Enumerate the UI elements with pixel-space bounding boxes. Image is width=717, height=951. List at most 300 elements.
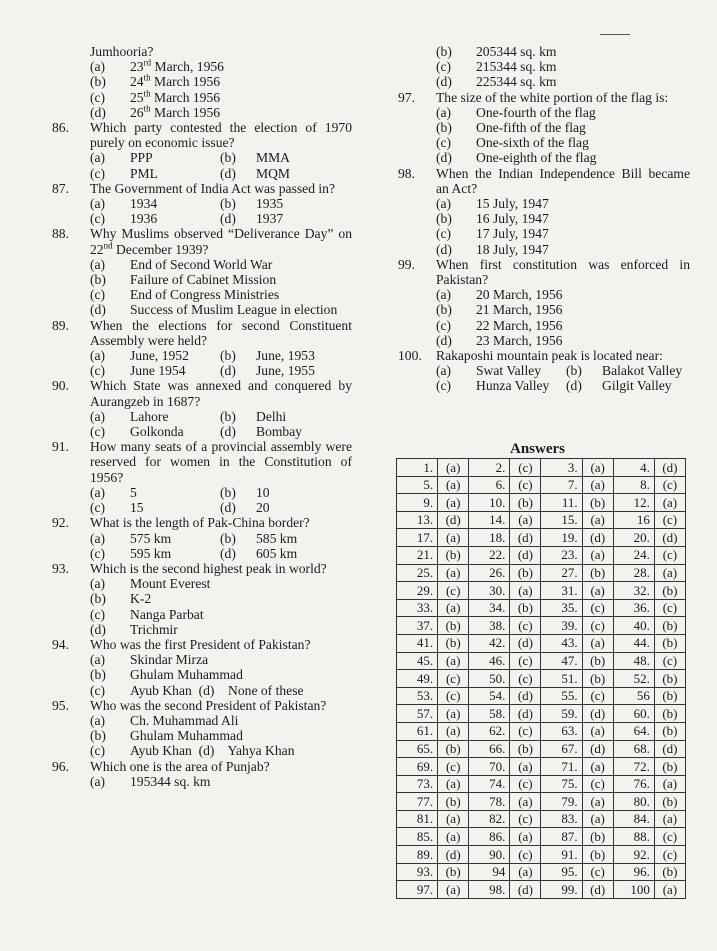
- question-number: 95.: [52, 697, 69, 713]
- answer-question-number: 90.: [469, 846, 510, 864]
- option-text: 23rd March, 1956: [130, 57, 224, 75]
- option-pair-row: [52, 424, 352, 439]
- answer-row: [397, 494, 686, 512]
- answer-option: (b): [654, 758, 685, 776]
- question-row: [52, 378, 352, 408]
- answer-option: (d): [582, 529, 613, 547]
- answer-option: (b): [654, 617, 685, 635]
- option-text: 605 km: [256, 545, 298, 561]
- answer-question-number: 45.: [397, 652, 438, 670]
- answer-option: (b): [510, 564, 541, 582]
- option-text: 15: [130, 500, 144, 516]
- answer-question-number: 75.: [541, 775, 582, 793]
- question-row: [52, 561, 352, 576]
- option-letter: (a): [90, 484, 106, 500]
- option-row: [52, 74, 352, 89]
- question-block: [52, 698, 352, 759]
- option-text: PPP: [130, 150, 153, 166]
- question-block: [52, 515, 352, 561]
- answer-question-number: 8.: [613, 476, 654, 494]
- answer-option: (d): [510, 634, 541, 652]
- option-text: June 1954: [130, 363, 186, 379]
- option-pair-row: [52, 211, 352, 226]
- option-letter: (a): [90, 348, 106, 364]
- option-letter: (b): [220, 150, 236, 166]
- answer-option: (c): [438, 670, 469, 688]
- answer-row: [397, 793, 686, 811]
- answer-option: (d): [438, 511, 469, 529]
- answer-row: [397, 529, 686, 547]
- question-block: [52, 181, 352, 227]
- option-text: 585 km: [256, 530, 298, 546]
- question-row: [52, 698, 352, 713]
- answer-option: (c): [510, 722, 541, 740]
- option-letter: (b): [90, 74, 106, 90]
- question-text: Rakaposhi mountain peak is located near:: [436, 348, 663, 364]
- answer-option: (d): [510, 881, 541, 899]
- answer-question-number: 15.: [541, 511, 582, 529]
- answer-option: (c): [582, 775, 613, 793]
- option-letter: (c): [90, 211, 106, 227]
- option-pair-row: [52, 485, 352, 500]
- question-text: Which one is the area of Punjab?: [90, 758, 270, 774]
- answer-question-number: 46.: [469, 652, 510, 670]
- option-letter: (c): [90, 500, 106, 516]
- question-row: [398, 166, 690, 196]
- answer-option: (a): [438, 599, 469, 617]
- answer-option: (b): [582, 670, 613, 688]
- option-letter: (c): [436, 226, 452, 242]
- option-letter: (a): [90, 576, 106, 592]
- answer-option: (c): [438, 758, 469, 776]
- question-block: [52, 637, 352, 698]
- question-block: [398, 44, 690, 90]
- option-pair-row: [52, 500, 352, 515]
- option-text: 23 March, 1956: [476, 332, 563, 348]
- answer-option: (c): [654, 546, 685, 564]
- answer-row: [397, 670, 686, 688]
- option-text: Golkonda: [130, 424, 184, 440]
- option-letter: (d): [220, 211, 236, 227]
- answer-option: (a): [438, 476, 469, 494]
- option-text: Balakot Valley: [602, 363, 683, 379]
- answer-option: (b): [582, 828, 613, 846]
- question-number: 100.: [398, 348, 422, 364]
- question-text: Which party contested the election of 1970 purely on economic issue?: [90, 120, 352, 151]
- answers-table: [396, 458, 686, 899]
- question-number: 92.: [52, 515, 69, 531]
- answer-question-number: 10.: [469, 494, 510, 512]
- question-text: Who was the first President of Pakistan?: [90, 636, 311, 652]
- answer-row: [397, 617, 686, 635]
- answer-option: (a): [510, 828, 541, 846]
- option-letter: (d): [436, 241, 452, 257]
- answer-option: (c): [510, 617, 541, 635]
- answer-row: [397, 722, 686, 740]
- answer-option: (b): [510, 740, 541, 758]
- answer-question-number: 95.: [541, 863, 582, 881]
- question-row: [398, 348, 690, 363]
- answer-option: (d): [582, 740, 613, 758]
- answer-question-number: 60.: [613, 705, 654, 723]
- answer-option: (b): [654, 705, 685, 723]
- answer-question-number: 3.: [541, 459, 582, 477]
- option-letter: (b): [566, 363, 582, 379]
- answer-question-number: 54.: [469, 687, 510, 705]
- question-text: When the elections for second Constituent Assembly were held?: [90, 317, 352, 348]
- answer-question-number: 43.: [541, 634, 582, 652]
- answer-option: (a): [582, 634, 613, 652]
- option-letter: (d): [220, 165, 236, 181]
- option-letter: (c): [90, 363, 106, 379]
- question-block: [52, 439, 352, 515]
- option-row: [398, 59, 690, 74]
- answer-row: [397, 634, 686, 652]
- option-pair-row: [398, 378, 690, 393]
- option-pair-row: [398, 363, 690, 378]
- option-row: [52, 576, 352, 591]
- option-letter: (b): [90, 272, 106, 288]
- answer-question-number: 7.: [541, 476, 582, 494]
- question-text: Which State was annexed and conquered by Aurangzeb in 1687?: [90, 378, 352, 409]
- option-pair-row: [52, 409, 352, 424]
- question-row: [52, 44, 352, 59]
- answer-question-number: 93.: [397, 863, 438, 881]
- answer-question-number: 61.: [397, 722, 438, 740]
- answer-question-number: 27.: [541, 564, 582, 582]
- option-row: [52, 713, 352, 728]
- answer-question-number: 71.: [541, 758, 582, 776]
- right-column: [398, 44, 690, 394]
- answer-question-number: 74.: [469, 775, 510, 793]
- option-letter: (d): [220, 545, 236, 561]
- option-row: [398, 196, 690, 211]
- answer-row: [397, 863, 686, 881]
- answer-question-number: 58.: [469, 705, 510, 723]
- answer-option: (c): [510, 476, 541, 494]
- option-letter: (d): [220, 363, 236, 379]
- answer-question-number: 66.: [469, 740, 510, 758]
- answer-option: (b): [654, 687, 685, 705]
- answer-option: (c): [654, 846, 685, 864]
- answer-option: (a): [654, 810, 685, 828]
- answer-option: (b): [654, 863, 685, 881]
- question-text: The size of the white portion of the flag is:: [436, 89, 669, 105]
- answer-question-number: 29.: [397, 582, 438, 600]
- answer-option: (d): [510, 687, 541, 705]
- question-number: 90.: [52, 378, 69, 394]
- question-block: [398, 348, 690, 394]
- answer-question-number: 32.: [613, 582, 654, 600]
- option-row: [52, 728, 352, 743]
- answer-option: (a): [438, 881, 469, 899]
- option-letter: (c): [90, 424, 106, 440]
- question-row: [52, 120, 352, 150]
- answer-option: (a): [582, 476, 613, 494]
- answer-option: (b): [654, 634, 685, 652]
- option-text: 225344 sq. km: [476, 74, 557, 90]
- option-text: 575 km: [130, 530, 172, 546]
- question-number: 89.: [52, 317, 69, 333]
- option-text: Ghulam Muhammad: [130, 667, 243, 683]
- option-letter: (a): [436, 287, 452, 303]
- answer-option: (c): [654, 828, 685, 846]
- option-letter: (d): [220, 424, 236, 440]
- answer-question-number: 26.: [469, 564, 510, 582]
- option-row: [52, 743, 352, 758]
- option-letter: (c): [90, 545, 106, 561]
- answer-option: (a): [654, 775, 685, 793]
- question-row: [52, 515, 352, 530]
- answer-option: (a): [654, 564, 685, 582]
- option-text: Mount Everest: [130, 576, 211, 592]
- answer-option: (b): [582, 494, 613, 512]
- answer-question-number: 82.: [469, 810, 510, 828]
- question-row: [52, 181, 352, 196]
- question-row: [52, 439, 352, 485]
- option-letter: (b): [90, 667, 106, 683]
- option-letter: (c): [436, 135, 452, 151]
- answer-option: (c): [582, 599, 613, 617]
- answer-row: [397, 599, 686, 617]
- option-pair-row: [52, 546, 352, 561]
- answer-row: [397, 705, 686, 723]
- option-text: PML: [130, 165, 158, 181]
- answer-option: (c): [438, 582, 469, 600]
- answer-option: (a): [438, 529, 469, 547]
- answer-question-number: 81.: [397, 810, 438, 828]
- option-text: 1936: [130, 211, 158, 227]
- question-block: [398, 257, 690, 348]
- question-number: 87.: [52, 180, 69, 196]
- answer-option: (a): [438, 810, 469, 828]
- question-number: 99.: [398, 256, 415, 272]
- option-letter: (a): [90, 712, 106, 728]
- option-pair-row: [52, 196, 352, 211]
- answer-question-number: 84.: [613, 810, 654, 828]
- answer-option: (d): [654, 459, 685, 477]
- option-text: 1934: [130, 196, 158, 212]
- answer-row: [397, 828, 686, 846]
- option-text: 215344 sq. km: [476, 59, 557, 75]
- option-pair-row: [52, 348, 352, 363]
- question-text: Why Muslims observed “Deliverance Day” on 22nd December 1939?: [90, 226, 352, 257]
- answer-question-number: 28.: [613, 564, 654, 582]
- option-letter: (c): [90, 682, 106, 698]
- option-letter: (a): [90, 652, 106, 668]
- option-text: MMA: [256, 150, 290, 166]
- answer-row: [397, 564, 686, 582]
- answer-question-number: 24.: [613, 546, 654, 564]
- answer-question-number: 92.: [613, 846, 654, 864]
- answer-option: (b): [582, 652, 613, 670]
- question-number: 86.: [52, 120, 69, 136]
- option-letter: (d): [436, 74, 452, 90]
- answer-option: (a): [654, 494, 685, 512]
- answer-option: (a): [438, 828, 469, 846]
- option-row: [398, 150, 690, 165]
- answer-question-number: 39.: [541, 617, 582, 635]
- option-row: [52, 667, 352, 682]
- answer-question-number: 94: [469, 863, 510, 881]
- option-letter: (d): [90, 302, 106, 318]
- answer-option: (a): [510, 758, 541, 776]
- option-text: Nanga Parbat: [130, 606, 204, 622]
- answer-question-number: 16: [613, 511, 654, 529]
- option-text: 5: [130, 484, 137, 500]
- answer-option: (b): [582, 846, 613, 864]
- question-number: 97.: [398, 89, 415, 105]
- option-letter: (a): [436, 363, 452, 379]
- option-text: June, 1955: [256, 363, 315, 379]
- answer-question-number: 35.: [541, 599, 582, 617]
- option-letter: (b): [436, 302, 452, 318]
- option-row: [398, 44, 690, 59]
- answer-question-number: 47.: [541, 652, 582, 670]
- answer-option: (c): [510, 459, 541, 477]
- option-letter: (a): [90, 256, 106, 272]
- option-text: 10: [256, 484, 270, 500]
- option-text: Gilgit Valley: [602, 378, 672, 394]
- option-text: One-sixth of the flag: [476, 135, 589, 151]
- option-row: [398, 302, 690, 317]
- question-row: [398, 90, 690, 105]
- option-letter: (a): [436, 104, 452, 120]
- answer-question-number: 64.: [613, 722, 654, 740]
- answer-question-number: 78.: [469, 793, 510, 811]
- option-row: [398, 242, 690, 257]
- answer-option: (b): [438, 793, 469, 811]
- answer-question-number: 34.: [469, 599, 510, 617]
- answer-option: (c): [510, 846, 541, 864]
- answer-option: (c): [654, 652, 685, 670]
- left-column: [52, 44, 352, 789]
- option-text: Ayub Khan (d) None of these: [130, 682, 304, 698]
- question-block: [52, 120, 352, 181]
- answer-option: (a): [582, 722, 613, 740]
- answer-option: (d): [654, 529, 685, 547]
- question-row: [52, 318, 352, 348]
- answer-question-number: 5.: [397, 476, 438, 494]
- option-text: End of Congress Ministries: [130, 287, 280, 303]
- option-text: Ghulam Muhammad: [130, 728, 243, 744]
- question-text: How many seats of a provincial assembly were reserved for women in the Constitution of 1956?: [90, 439, 352, 485]
- option-letter: (d): [436, 150, 452, 166]
- question-row: [52, 637, 352, 652]
- answer-question-number: 6.: [469, 476, 510, 494]
- answer-row: [397, 459, 686, 477]
- question-block: [52, 759, 352, 789]
- answer-option: (a): [654, 881, 685, 899]
- answer-question-number: 91.: [541, 846, 582, 864]
- answer-option: (c): [510, 670, 541, 688]
- answer-option: (d): [582, 881, 613, 899]
- option-row: [52, 774, 352, 789]
- option-text: 17 July, 1947: [476, 226, 549, 242]
- answer-row: [397, 476, 686, 494]
- option-letter: (d): [436, 332, 452, 348]
- answer-question-number: 72.: [613, 758, 654, 776]
- option-pair-row: [52, 166, 352, 181]
- answer-option: (c): [582, 687, 613, 705]
- option-row: [398, 105, 690, 120]
- option-text: 16 July, 1947: [476, 211, 549, 227]
- answer-row: [397, 652, 686, 670]
- answer-option: (a): [438, 652, 469, 670]
- answers-title: Answers: [510, 441, 565, 457]
- question-number: 88.: [52, 226, 69, 242]
- question-block: [398, 90, 690, 166]
- answer-option: (b): [438, 634, 469, 652]
- option-text: 20 March, 1956: [476, 287, 563, 303]
- answer-question-number: 50.: [469, 670, 510, 688]
- question-number: 94.: [52, 636, 69, 652]
- answer-option: (d): [510, 529, 541, 547]
- option-letter: (b): [436, 120, 452, 136]
- answer-question-number: 59.: [541, 705, 582, 723]
- option-text: 205344 sq. km: [476, 44, 557, 59]
- answer-option: (c): [438, 687, 469, 705]
- option-text: 1937: [256, 211, 284, 227]
- option-letter: (a): [90, 59, 106, 75]
- answer-question-number: 98.: [469, 881, 510, 899]
- answer-question-number: 80.: [613, 793, 654, 811]
- question-number: 98.: [398, 165, 415, 181]
- answer-row: [397, 740, 686, 758]
- answer-option: (a): [582, 582, 613, 600]
- answer-question-number: 11.: [541, 494, 582, 512]
- option-letter: (c): [90, 165, 106, 181]
- option-letter: (a): [90, 196, 106, 212]
- option-row: [398, 74, 690, 89]
- answer-option: (c): [582, 863, 613, 881]
- option-row: [398, 120, 690, 135]
- option-text: 24th March 1956: [130, 72, 221, 90]
- answer-option: (a): [510, 511, 541, 529]
- option-letter: (d): [90, 104, 106, 120]
- option-text: End of Second World War: [130, 256, 273, 272]
- answer-question-number: 52.: [613, 670, 654, 688]
- answer-question-number: 36.: [613, 599, 654, 617]
- option-letter: (b): [220, 348, 236, 364]
- answer-option: (a): [438, 459, 469, 477]
- answer-question-number: 2.: [469, 459, 510, 477]
- answer-option: (b): [438, 546, 469, 564]
- answer-question-number: 96.: [613, 863, 654, 881]
- answer-option: (b): [654, 793, 685, 811]
- answer-option: (a): [510, 863, 541, 881]
- question-text: When the Indian Independence Bill became an Act?: [436, 165, 690, 196]
- answer-option: (a): [438, 705, 469, 723]
- answer-option: (b): [510, 599, 541, 617]
- answer-option: (a): [510, 582, 541, 600]
- question-block: [52, 44, 352, 120]
- answer-option: (c): [510, 652, 541, 670]
- question-number: [52, 44, 90, 59]
- answer-option: (a): [438, 494, 469, 512]
- option-text: Success of Muslim League in election: [130, 302, 338, 318]
- answer-question-number: 87.: [541, 828, 582, 846]
- question-block: [52, 561, 352, 637]
- option-text: 25th March 1956: [130, 88, 221, 105]
- option-row: [52, 287, 352, 302]
- answer-question-number: 63.: [541, 722, 582, 740]
- answer-row: [397, 881, 686, 899]
- option-text: 21 March, 1956: [476, 302, 563, 318]
- answer-question-number: 83.: [541, 810, 582, 828]
- answer-question-number: 9.: [397, 494, 438, 512]
- option-row: [52, 607, 352, 622]
